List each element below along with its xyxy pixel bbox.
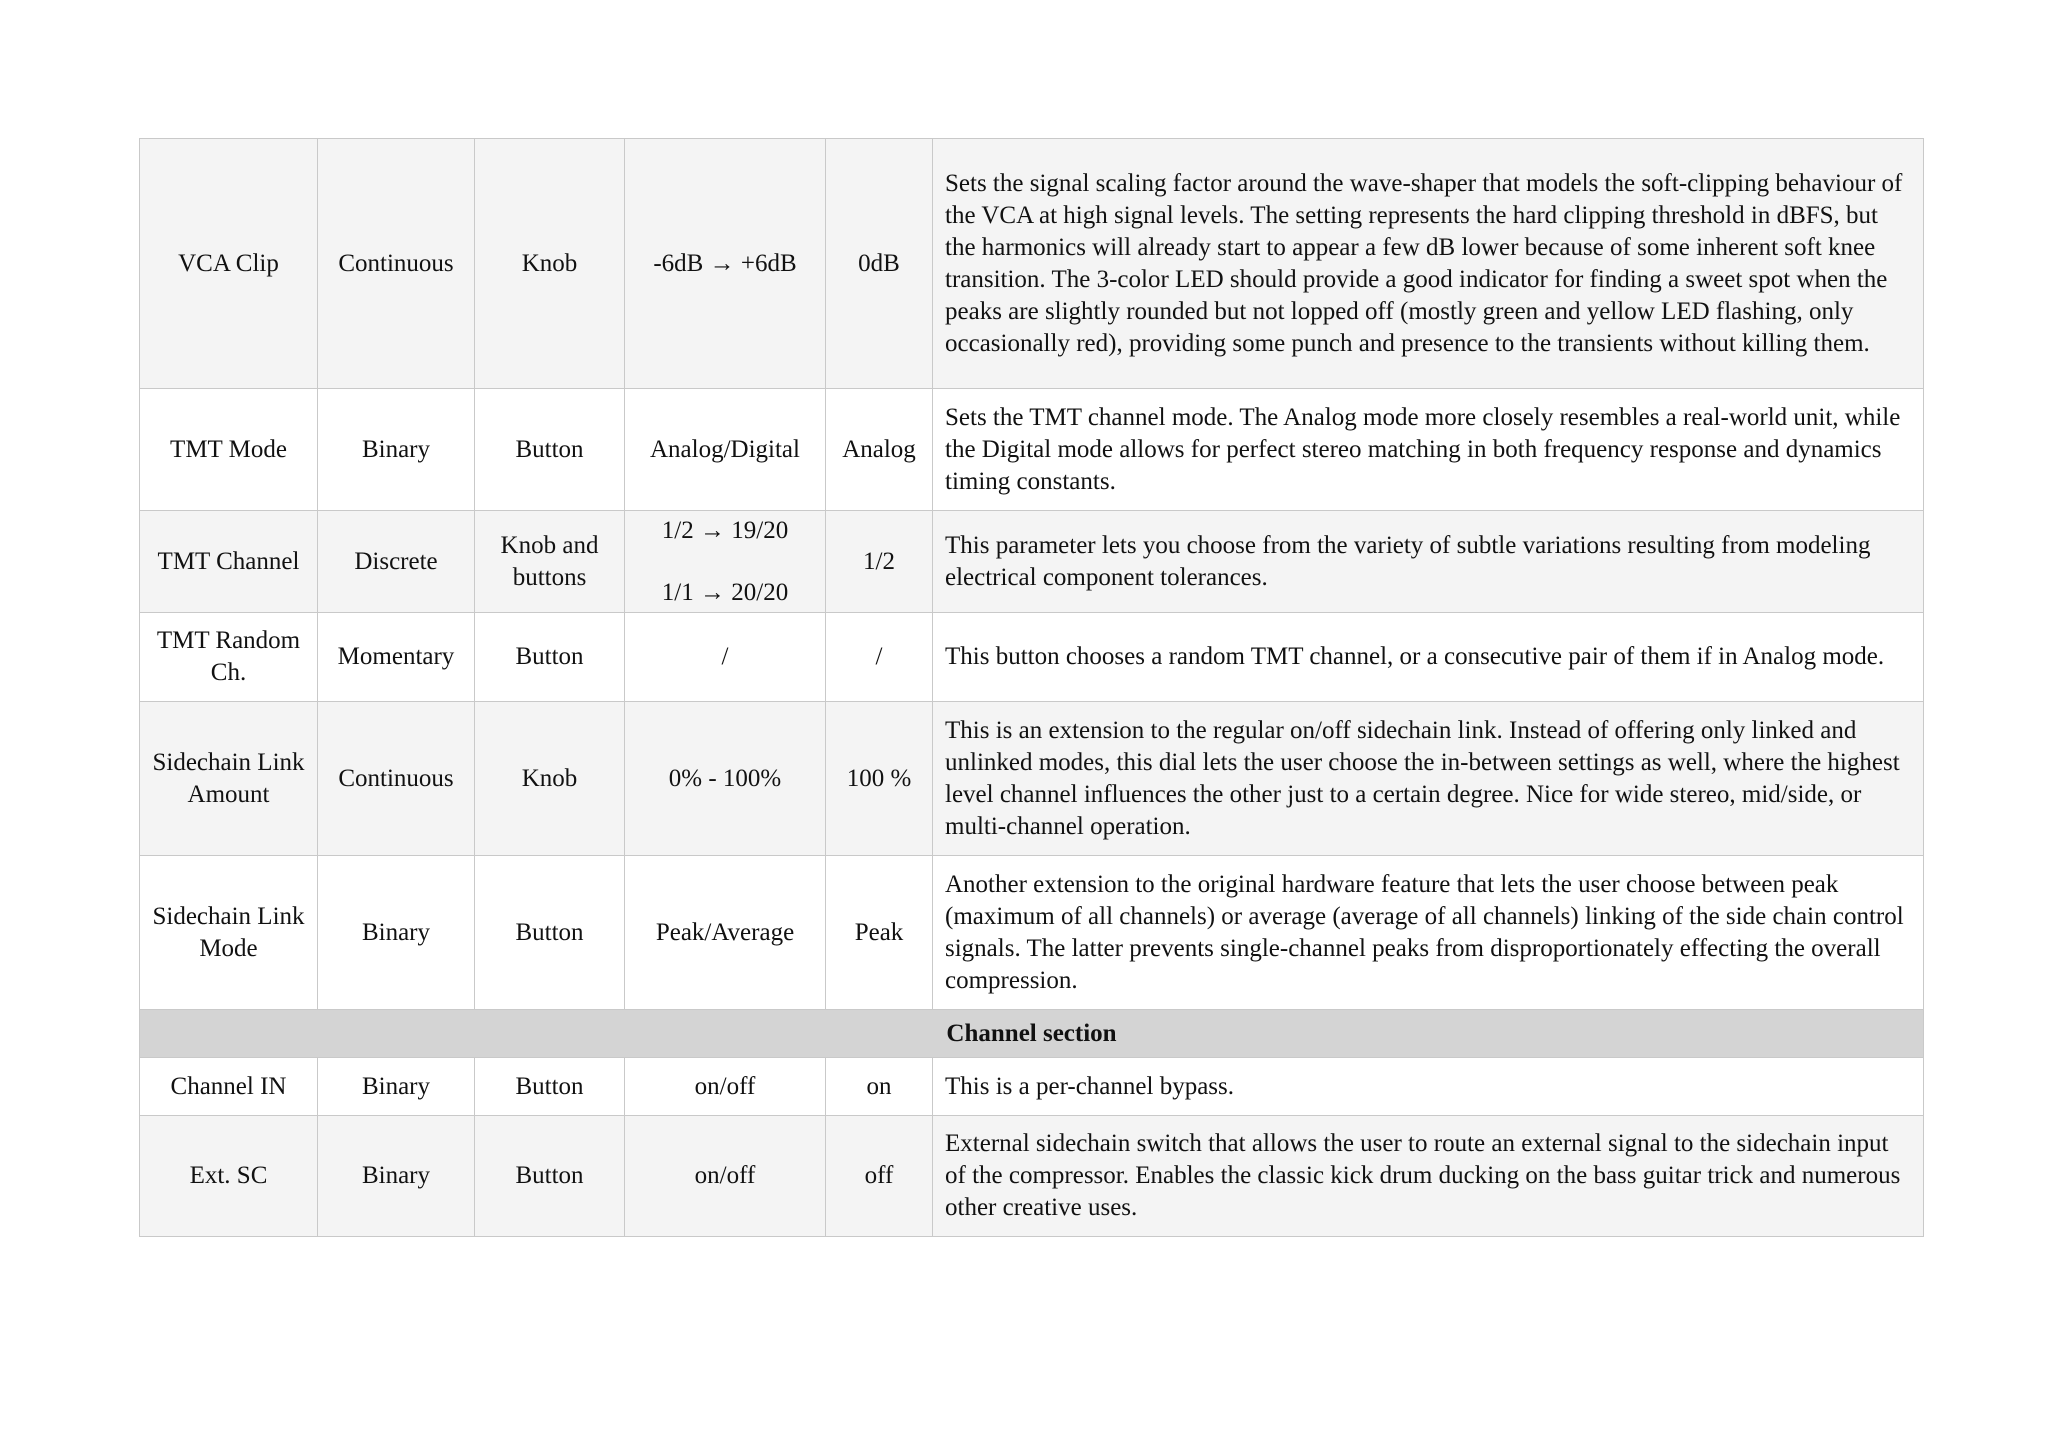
parameter-cell: TMT Channel xyxy=(140,511,318,613)
description-cell: Sets the signal scaling factor around the wave-shaper that models the soft-clipping behaviour of the VCA at high signal levels. The setting represents the hard clipping threshold in dBFS, but the harmonics will already start to appear a few dB lower because of some inherent soft knee transition. The 3-color LED should provide a good indicator for finding a sweet spot when the peaks are slightly rounded but not lopped off (mostly green and yellow LED flashing, only occasionally red), providing some punch and presence to the transients without killing them. xyxy=(933,139,1924,389)
control-cell: Knob xyxy=(475,139,625,389)
control-cell: Button xyxy=(475,1058,625,1116)
range-line-1: 1/2 → 19/20 xyxy=(661,516,789,544)
control-cell: Button xyxy=(475,613,625,702)
range-spacer xyxy=(635,547,815,577)
description-cell: Another extension to the original hardware feature that lets the user choose between peak (maximum of all channels) or average (average of all channels) linking of the side chain control signals. The latter prevents single-channel peaks from disproportionately effecting the overall compression. xyxy=(933,856,1924,1010)
control-cell: Knob xyxy=(475,702,625,856)
range-cell: / xyxy=(625,613,826,702)
description-cell: This is a per-channel bypass. xyxy=(933,1058,1924,1116)
parameter-cell: VCA Clip xyxy=(140,139,318,389)
default-cell: 100 % xyxy=(826,702,933,856)
section-header-row xyxy=(140,1010,1924,1058)
range-cell xyxy=(625,511,826,613)
table-row xyxy=(140,856,1924,1010)
section-title: Channel section xyxy=(140,1010,1924,1058)
table-row xyxy=(140,1058,1924,1116)
parameter-table xyxy=(139,138,1924,1237)
type-cell: Binary xyxy=(318,856,475,1010)
table-row xyxy=(140,613,1924,702)
default-cell: off xyxy=(826,1116,933,1237)
description-cell: This is an extension to the regular on/off sidechain link. Instead of offering only linked and unlinked modes, this dial lets the user choose the in-between settings as well, where the highest level channel influences the other just to a certain degree. Nice for wide stereo, mid/side, or multi-channel operation. xyxy=(933,702,1924,856)
type-cell: Binary xyxy=(318,389,475,511)
description-cell: Sets the TMT channel mode. The Analog mode more closely resembles a real-world unit, while the Digital mode allows for perfect stereo matching in both frequency response and dynamics timing constants. xyxy=(933,389,1924,511)
range-cell: -6dB → +6dB xyxy=(625,139,826,389)
range-cell: on/off xyxy=(625,1116,826,1237)
range-cell: Analog/Digital xyxy=(625,389,826,511)
parameter-cell: TMT Random Ch. xyxy=(140,613,318,702)
parameter-cell: TMT Mode xyxy=(140,389,318,511)
range-cell: Peak/Average xyxy=(625,856,826,1010)
table-row xyxy=(140,702,1924,856)
control-cell: Button xyxy=(475,856,625,1010)
table-row xyxy=(140,1116,1924,1237)
default-cell: Peak xyxy=(826,856,933,1010)
default-cell: Analog xyxy=(826,389,933,511)
parameter-cell: Ext. SC xyxy=(140,1116,318,1237)
control-cell: Button xyxy=(475,389,625,511)
description-cell: This parameter lets you choose from the variety of subtle variations resulting from modeling electrical component tolerances. xyxy=(933,511,1924,613)
parameter-cell: Sidechain Link Amount xyxy=(140,702,318,856)
table-row xyxy=(140,389,1924,511)
description-cell: This button chooses a random TMT channel, or a consecutive pair of them if in Analog mode. xyxy=(933,613,1924,702)
default-cell: / xyxy=(826,613,933,702)
control-cell: Knob and buttons xyxy=(475,511,625,613)
default-cell: 1/2 xyxy=(826,511,933,613)
type-cell: Momentary xyxy=(318,613,475,702)
control-cell: Button xyxy=(475,1116,625,1237)
range-cell: on/off xyxy=(625,1058,826,1116)
description-cell: External sidechain switch that allows the user to route an external signal to the sidechain input of the compressor. Enables the classic kick drum ducking on the bass guitar trick and numerous other creative uses. xyxy=(933,1116,1924,1237)
default-cell: 0dB xyxy=(826,139,933,389)
table-row xyxy=(140,139,1924,389)
type-cell: Discrete xyxy=(318,511,475,613)
type-cell: Binary xyxy=(318,1058,475,1116)
range-line-2: 1/1 → 20/20 xyxy=(661,578,789,606)
parameter-cell: Channel IN xyxy=(140,1058,318,1116)
range-cell: 0% - 100% xyxy=(625,702,826,856)
type-cell: Binary xyxy=(318,1116,475,1237)
table-row xyxy=(140,511,1924,613)
default-cell: on xyxy=(826,1058,933,1116)
type-cell: Continuous xyxy=(318,139,475,389)
parameter-cell: Sidechain Link Mode xyxy=(140,856,318,1010)
type-cell: Continuous xyxy=(318,702,475,856)
